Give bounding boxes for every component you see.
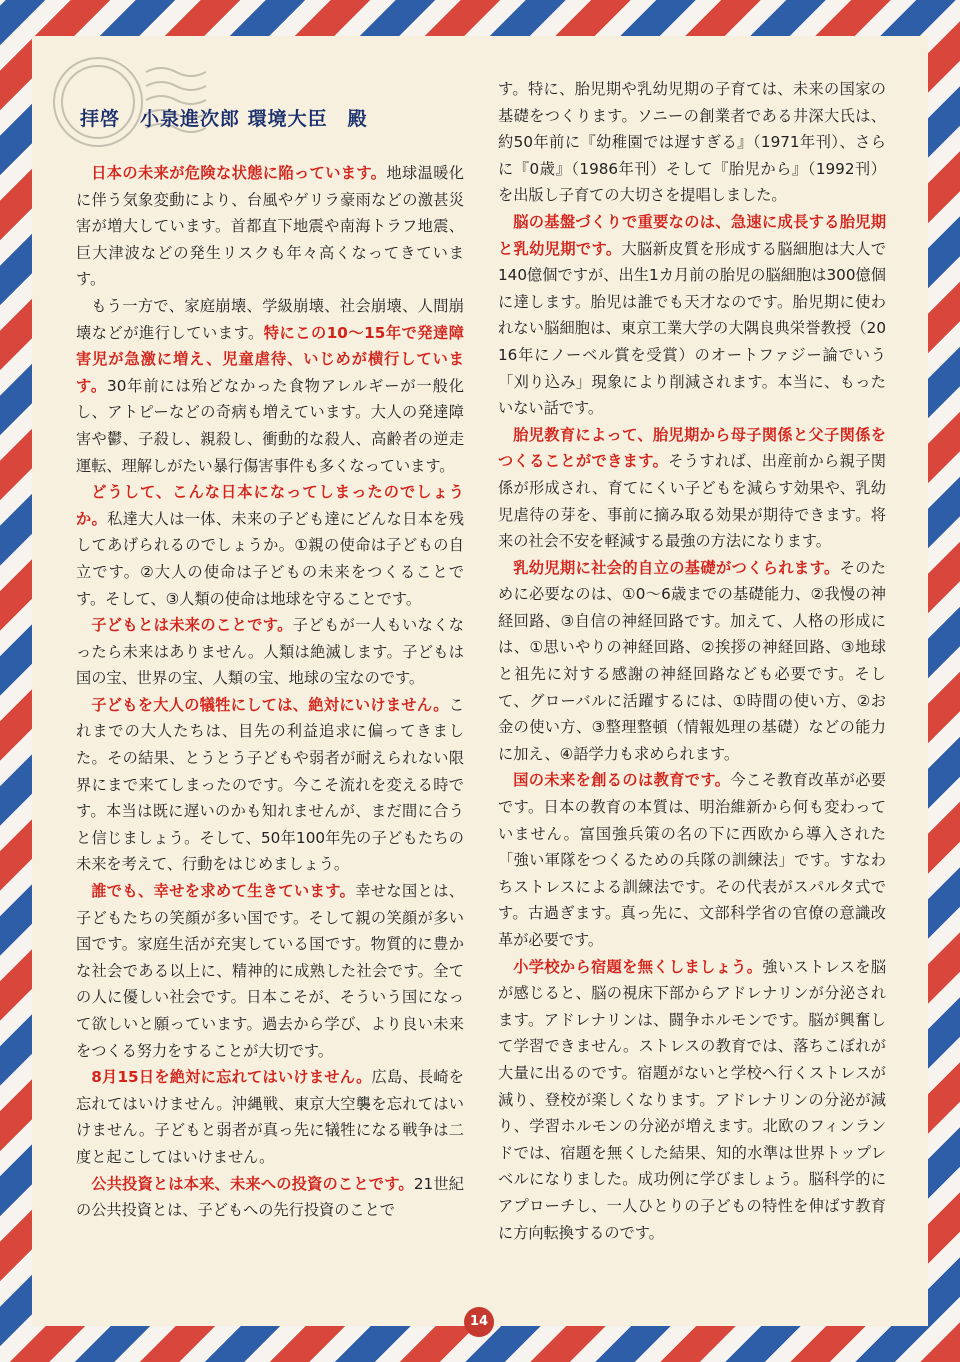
highlighted-lead-sentence: 誰でも、幸せを求めて生きています。 xyxy=(91,882,356,901)
highlighted-lead-sentence: 日本の未来が危険な状態に陥っています。 xyxy=(91,164,387,182)
highlighted-lead-sentence: 脳の基盤づくりで重要なのは、急速に成長する胎児期と乳幼児期です。 xyxy=(498,212,886,258)
paragraph-text: 私達大人は一体、未来の子ども達にどんな日本を残してあげられるのでしょうか。①親の使命は子どもの自立です。②大人の使命は子どもの未来をつくることです。そして、③人類の使命は地球を守ることです。 xyxy=(76,509,465,608)
highlighted-lead-sentence: 8月15日を絶対に忘れてはいけません。 xyxy=(91,1068,372,1087)
paragraph xyxy=(76,293,464,479)
paragraph xyxy=(498,422,886,555)
paragraph xyxy=(498,76,886,209)
paragraph xyxy=(76,1064,464,1170)
paragraph-text: そのために必要なのは、①0〜6歳までの基礎能力、②我慢の神経回路、③自信の神経回路です。加えて、人格の形成には、①思いやりの神経回路、②挨拶の神経回路、③地球と祖先に対する感謝の神経回路なども必要です。そして、グローバルに活躍するには、①時間の使い方、②お金の使い方、③整理整頓（情報処理の基礎）などの能力に加え、④語学力も求められます。 xyxy=(498,558,886,763)
highlighted-lead-sentence: どうして、こんな日本になってしまったのでしょうか。 xyxy=(76,483,464,528)
letter-paper xyxy=(32,36,928,1326)
page-number-badge: 14 xyxy=(464,1307,494,1337)
paragraph-text: 今こそ教育改革が必要です。日本の教育の本質は、明治維新から何も変わっていません。富国強兵策の名の下に西欧から導入された「強い軍隊をつくるための兵隊の訓練法」です。すなわちストレスによる訓練法です。その代表がスパルタ式です。古過ぎます。真っ先に、文部科学省の官僚の意識改革が必要です。 xyxy=(498,771,886,949)
paragraph xyxy=(498,767,886,953)
paragraph-text: 広島、長崎を忘れてはいけません。沖縄戦、東京大空襲を忘れてはいけません。子どもと弱者が真っ先に犠牲になる戦争は二度と起こしてはいけません。 xyxy=(76,1068,464,1166)
paragraph-text: もう一方で、家庭崩壊、学級崩壊、社会崩壊、人間崩壊などが進行しています。 xyxy=(76,296,464,342)
paragraph-text: 幸せな国とは、子どもたちの笑顔が多い国です。そして親の笑顔が多い国です。家庭生活が充実している国です。物質的に豊かな社会である以上に、精神的に成熟した社会です。全ての人に優しい社会です。日本こそが、そういう国になって欲しいと願っています。過去から学び、より良い未来をつくる努力をすることが大切です。 xyxy=(76,882,464,1060)
paragraph-text: 30年前には殆どなかった食物アレルギーが一般化し、アトピーなどの奇病も増えています。大人の発達障害や鬱、子殺し、親殺し、衝動的な殺人、高齢者の逆走運転、理解しがたい暴行傷害事件も多くなっています。 xyxy=(76,376,464,475)
highlighted-lead-sentence: 特にこの10〜15年で発達障害児が急激に増え、児童虐待、いじめが横行しています。 xyxy=(76,323,464,395)
paragraph-text: 21世紀の公共投資とは、子どもへの先行投資のことで xyxy=(76,1174,464,1220)
paragraph xyxy=(76,479,464,612)
highlighted-lead-sentence: 小学校から宿題を無くしましょう。 xyxy=(513,957,763,976)
highlighted-lead-sentence: 子どもとは未来のことです。 xyxy=(91,616,293,635)
paragraph xyxy=(76,160,464,293)
paragraph xyxy=(76,878,464,1064)
highlighted-lead-sentence: 子どもを大人の犠牲にしては、絶対にいけません。 xyxy=(91,695,449,714)
paragraph xyxy=(498,954,886,1247)
paragraph-text: 子どもが一人もいなくなったら未来はありません。人類は絶滅します。子どもは国の宝、世界の宝、人類の宝、地球の宝なのです。 xyxy=(76,616,464,688)
letter-title: 拝啓 小泉進次郎 環境大臣 殿 xyxy=(80,108,368,130)
highlighted-lead-sentence: 公共投資とは本来、未来への投資のことです。 xyxy=(91,1174,414,1193)
paragraph-text: 強いストレスを脳が感じると、脳の視床下部からアドレナリンが分泌されます。アドレナリンは、闘争ホルモンです。脳が興奮して学習できません。ストレスの教育では、落ちこぼれが大量に出るのです。宿題がないと学校へ行くストレスが減り、登校が楽しくなります。アドレナリンの分泌が減り、学習ホルモンの分泌が増えます。北欧のフィンランドでは、宿題を無くした結果、知的水準は世界トップレベルになりました。成功例に学びましょう。脳科学的にアプローチし、一人ひとりの子どもの特性を伸ばす教育に方向転換するのです。 xyxy=(498,957,887,1242)
paragraph xyxy=(498,555,886,768)
paragraph xyxy=(76,692,464,878)
paragraph-text: 地球温暖化に伴う気象変動により、台風やゲリラ豪雨などの激甚災害が増大しています。首都直下地震や南海トラフ地震、巨大津波などの発生リスクも年々高くなってきています。 xyxy=(76,164,464,289)
paragraph xyxy=(76,612,464,692)
paragraph-text: これまでの大人たちは、目先の利益追求に偏ってきました。その結果、とうとう子どもや弱者が耐えられない限界にまで来てしまったのです。今こそ流れを変える時です。本当は既に遅いのかも知れませんが、まだ間に合うと信じましょう。そして、50年100年先の子どもたちの未来を考えて、行動をはじめましょう。 xyxy=(76,695,464,874)
highlighted-lead-sentence: 胎児教育によって、胎児期から母子関係と父子関係をつくることができます。 xyxy=(498,425,886,471)
left-text-column xyxy=(76,160,464,1224)
highlighted-lead-sentence: 乳幼児期に社会的自立の基礎がつくられます。 xyxy=(513,558,840,577)
paragraph xyxy=(76,1171,464,1224)
paragraph-text: 大脳新皮質を形成する脳細胞は大人で140億個ですが、出生1カ月前の胎児の脳細胞は300億個に達します。胎児は誰でも天才なのです。胎児期に使われない脳細胞は、東京工業大学の大隅良典栄誉教授（2016年にノーベル賞を受賞）のオートファジー論でいう「刈り込み」現象により削減されます。本当に、もったいない話です。 xyxy=(498,239,886,418)
paragraph xyxy=(498,209,886,422)
paragraph-text: そうすれば、出産前から親子関係が形成され、育てにくい子どもを減らす効果や、乳幼児虐待の芽を、事前に摘み取る効果が期待できます。将来の社会不安を軽減する最強の方法になります。 xyxy=(498,452,886,551)
postmark-stamp-icon xyxy=(36,42,206,162)
paragraph-text: す。特に、胎児期や乳幼児期の子育ては、未来の国家の基礎をつくります。ソニーの創業者である井深大氏は、約50年前に『幼稚園では遅すぎる』（1971年刊）、さらに『0歳』（1986年刊）そして『胎児から』（1992刊）を出版し子育ての大切さを提唱しました。 xyxy=(498,80,886,205)
highlighted-lead-sentence: 国の未来を創るのは教育です。 xyxy=(513,771,731,790)
right-text-column xyxy=(498,76,886,1246)
